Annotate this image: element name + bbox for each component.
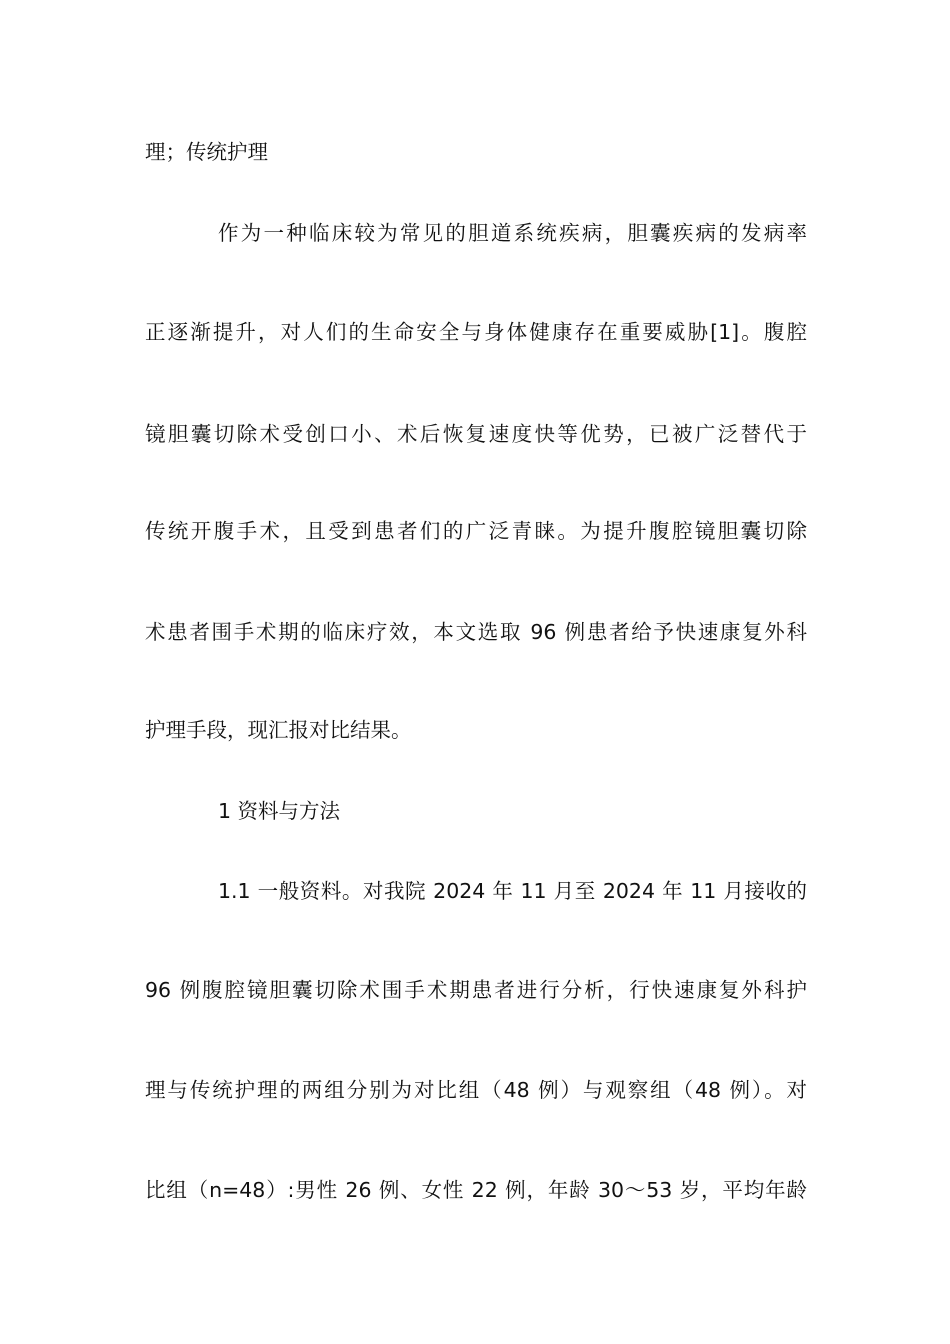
paragraph-intro-line-3: 镜胆囊切除术受创口小、术后恢复速度快等优势，已被广泛替代于 bbox=[145, 422, 807, 446]
paragraph-general-data-line-1: 1.1 一般资料。对我院 2024 年 11 月至 2024 年 11 月接收的 bbox=[218, 879, 807, 903]
paragraph-general-data-line-4: 比组（n=48）:男性 26 例、女性 22 例，年龄 30～53 岁，平均年龄 bbox=[145, 1178, 807, 1202]
section-heading-materials-methods: 1 资料与方法 bbox=[218, 799, 341, 823]
paragraph-intro-line-4: 传统开腹手术，且受到患者们的广泛青睐。为提升腹腔镜胆囊切除 bbox=[145, 519, 807, 543]
paragraph-intro-line-5: 术患者围手术期的临床疗效，本文选取 96 例患者给予快速康复外科 bbox=[145, 620, 807, 644]
paragraph-intro-line-6: 护理手段，现汇报对比结果。 bbox=[145, 718, 412, 742]
paragraph-intro-line-1: 作为一种临床较为常见的胆道系统疾病，胆囊疾病的发病率 bbox=[218, 221, 807, 245]
paragraph-intro-line-2: 正逐渐提升，对人们的生命安全与身体健康存在重要威胁[1]。腹腔 bbox=[145, 320, 807, 344]
text-line-1: 理；传统护理 bbox=[145, 140, 268, 164]
paragraph-general-data-line-2: 96 例腹腔镜胆囊切除术围手术期患者进行分析，行快速康复外科护 bbox=[145, 978, 807, 1002]
paragraph-general-data-line-3: 理与传统护理的两组分别为对比组（48 例）与观察组（48 例）。对 bbox=[145, 1078, 807, 1102]
